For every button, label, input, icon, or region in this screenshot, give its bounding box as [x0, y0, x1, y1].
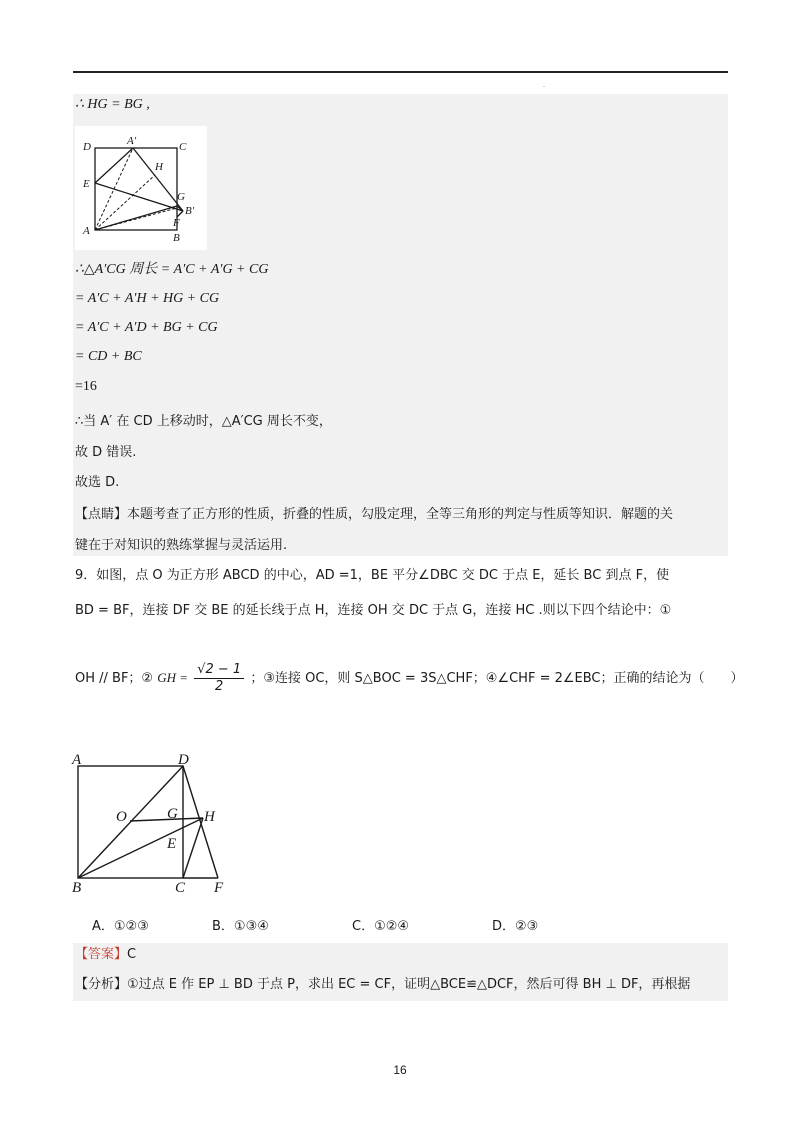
fig1-label-E: E [83, 178, 90, 190]
solution-line-2: ∴△A′CG 周长 = A′C + A′G + CG [75, 262, 269, 277]
analysis-text: ①过点 E 作 EP ⊥ BD 于点 P，求出 EC = CF，证明△BCE≌△DCF，然后可得 BH ⊥ DF，再根据 [127, 977, 691, 992]
fig2-label-G: G [167, 806, 178, 822]
question9-conclusion-1: OH // BF；② [75, 671, 154, 686]
fig1-label-G: G [177, 191, 185, 203]
fraction-denominator: 2 [215, 679, 224, 694]
option-d[interactable]: D．②③ [492, 919, 539, 934]
figure-folded-square [75, 126, 207, 250]
analysis-tag: 【分析】 [75, 977, 128, 992]
question9-line-3 [75, 660, 744, 697]
option-b[interactable]: B．①③④ [212, 919, 269, 934]
fig2-label-A: A [72, 752, 82, 768]
question9-gh-label: GH = [157, 670, 189, 685]
page-number: 16 [393, 1063, 407, 1077]
analysis-line [75, 975, 690, 995]
solution-line-7: ∴当 A′ 在 CD 上移动时，△A′CG 周长不变， [75, 414, 332, 429]
fig2-label-C: C [175, 880, 186, 894]
solution-line-9: 故选 D. [75, 475, 120, 490]
fig2-label-F: F [214, 880, 224, 894]
fig1-label-C: C [179, 141, 187, 153]
header-rule [73, 71, 728, 73]
solution-line-4: = A′C + A′D + BG + CG [75, 320, 218, 335]
figure-square-abcd [68, 748, 238, 894]
answer-tag: 【答案】 [75, 947, 128, 962]
solution-line-8: 故 D 错误. [75, 445, 137, 460]
comment-line-1 [75, 505, 673, 525]
fig1-label-D: D [83, 141, 91, 153]
solution-line-1: ∴ HG = BG , [75, 97, 150, 112]
question9-gh-fraction [194, 662, 244, 695]
comment-text-1: 本题考查了正方形的性质，折叠的性质，勾股定理，全等三角形的判定与性质等知识．解题的关 [127, 507, 674, 522]
fig1-label-H: H [155, 161, 163, 173]
fig1-label-B-prime: B′ [185, 205, 195, 217]
fig2-label-D: D [178, 752, 189, 768]
answer-line [75, 945, 136, 965]
option-c[interactable]: C．①②④ [352, 919, 410, 934]
question9-line-2: BD = BF，连接 DF 交 BE 的延长线于点 H，连接 OH 交 DC 于点 G，连接 HC .则以下四个结论中：① [75, 603, 672, 618]
comment-line-2: 键在于对知识的熟练掌握与灵活运用. [75, 538, 288, 553]
answer-value: C [127, 947, 137, 962]
fig2-label-O: O [116, 809, 127, 825]
fig2-label-B: B [72, 880, 82, 894]
fig1-label-A-prime: A′ [127, 135, 137, 147]
solution-line-6: =16 [75, 379, 97, 394]
fig2-label-H: H [204, 809, 215, 825]
fraction-numerator: √2 − 1 [194, 662, 244, 679]
solution-line-3: = A′C + A′H + HG + CG [75, 291, 220, 306]
solution-line-5: = CD + BC [75, 349, 142, 364]
question9-line-1: 9．如图，点 O 为正方形 ABCD 的中心，AD =1，BE 平分∠DBC 交 DC 于点 E，延长 BC 到点 F，使 [75, 568, 670, 583]
fig1-label-B: B [173, 232, 180, 244]
option-a[interactable]: A．①②③ [92, 919, 149, 934]
comment-tag: 【点睛】 [75, 507, 128, 522]
question9-conclusion-3-4: ；③连接 OC，则 S△BOC = 3S△CHF；④∠CHF = 2∠EBC；正确的结论为（ ） [250, 671, 744, 686]
fig2-label-E: E [167, 836, 177, 852]
fig1-label-A: A [83, 225, 90, 237]
fig1-label-F: F [173, 217, 180, 229]
header-dot: . [543, 80, 545, 89]
